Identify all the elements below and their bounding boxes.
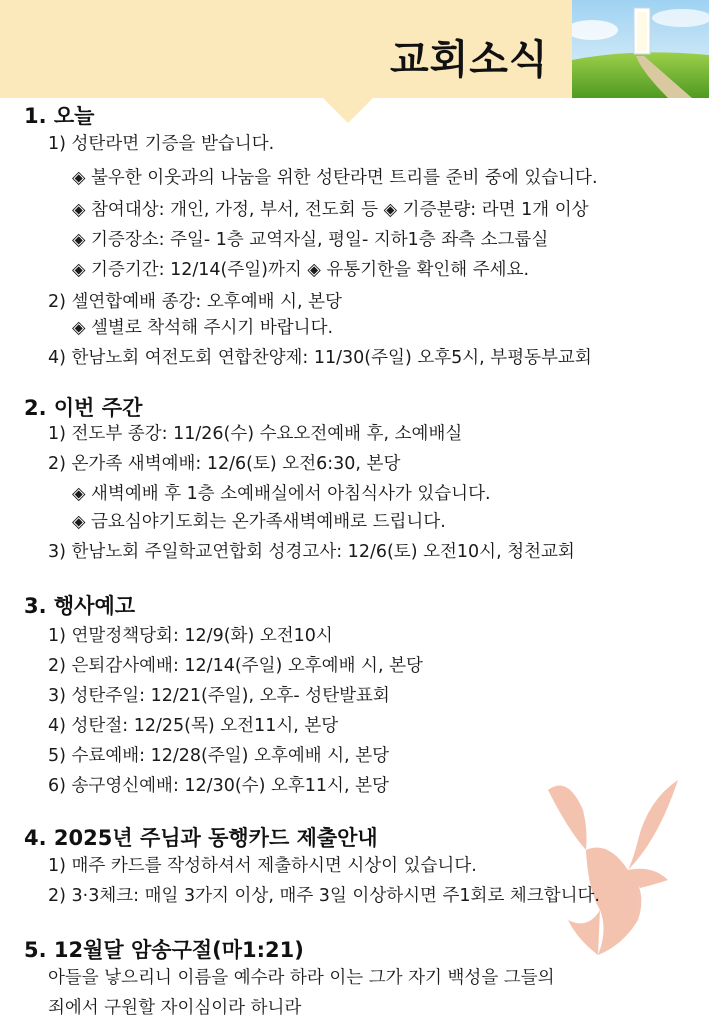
bullet-item: ◈ 참여대상: 개인, 가정, 부서, 전도회 등 ◈ 기증분량: 라면 1개 이상	[72, 200, 589, 220]
bullet-item: ◈ 셀별로 착석해 주시기 바랍니다.	[72, 318, 334, 338]
list-item: 2) 은퇴감사예배: 12/14(주일) 오후예배 시, 본당	[48, 656, 423, 676]
page-title: 교회소식	[390, 37, 549, 83]
section-heading: 2. 이번 주간	[24, 396, 143, 420]
list-item: 2) 셀연합예배 종강: 오후예배 시, 본당	[48, 292, 342, 312]
bullet-item: ◈ 기증장소: 주일- 1층 교역자실, 평일- 지하1층 좌측 소그룹실	[72, 230, 549, 250]
section-heading: 4. 2025년 주님과 동행카드 제출안내	[24, 826, 378, 850]
bullet-item: ◈ 새벽예배 후 1층 소예배실에서 아침식사가 있습니다.	[72, 484, 491, 504]
list-item: 1) 연말정책당회: 12/9(화) 오전10시	[48, 626, 333, 646]
list-item: 3) 성탄주일: 12/21(주일), 오후- 성탄발표회	[48, 686, 390, 706]
list-item: 1) 전도부 종강: 11/26(수) 수요오전예배 후, 소예배실	[48, 424, 463, 444]
list-item: 2) 온가족 새벽예배: 12/6(토) 오전6:30, 본당	[48, 454, 401, 474]
banner-pointer	[322, 97, 374, 123]
section-heading: 1. 오늘	[24, 104, 95, 128]
bullet-item: ◈ 불우한 이웃과의 나눔을 위한 성탄라면 트리를 준비 중에 있습니다.	[72, 168, 598, 188]
bullet-item: ◈ 기증기간: 12/14(주일)까지 ◈ 유통기한을 확인해 주세요.	[72, 260, 530, 280]
list-item: 3) 한남노회 주일학교연합회 성경고사: 12/6(토) 오전10시, 청천교회	[48, 542, 575, 562]
verse-line: 아들을 낳으리니 이름을 예수라 하라 이는 그가 자기 백성을 그들의	[48, 968, 555, 988]
list-item: 4) 한남노회 여전도회 연합찬양제: 11/30(주일) 오후5시, 부평동부교회	[48, 348, 592, 368]
list-item: 1) 매주 카드를 작성하셔서 제출하시면 시상이 있습니다.	[48, 856, 477, 876]
bullet-item: ◈ 금요심야기도회는 온가족새벽예배로 드립니다.	[72, 512, 446, 532]
verse-line: 죄에서 구원할 자이심이라 하니라	[48, 998, 302, 1018]
list-item: 6) 송구영신예배: 12/30(수) 오후11시, 본당	[48, 776, 389, 796]
dove-icon	[528, 770, 698, 960]
section-heading: 3. 행사예고	[24, 594, 136, 618]
list-item: 5) 수료예배: 12/28(주일) 오후예배 시, 본당	[48, 746, 390, 766]
list-item: 1) 성탄라면 기증을 받습니다.	[48, 134, 275, 154]
section-heading: 5. 12월달 암송구절(마1:21)	[24, 938, 304, 962]
list-item: 2) 3·3체크: 매일 3가지 이상, 매주 3일 이상하시면 주1회로 체크합니다.	[48, 886, 600, 906]
list-item: 4) 성탄절: 12/25(목) 오전11시, 본당	[48, 716, 339, 736]
header-illustration	[572, 0, 709, 98]
